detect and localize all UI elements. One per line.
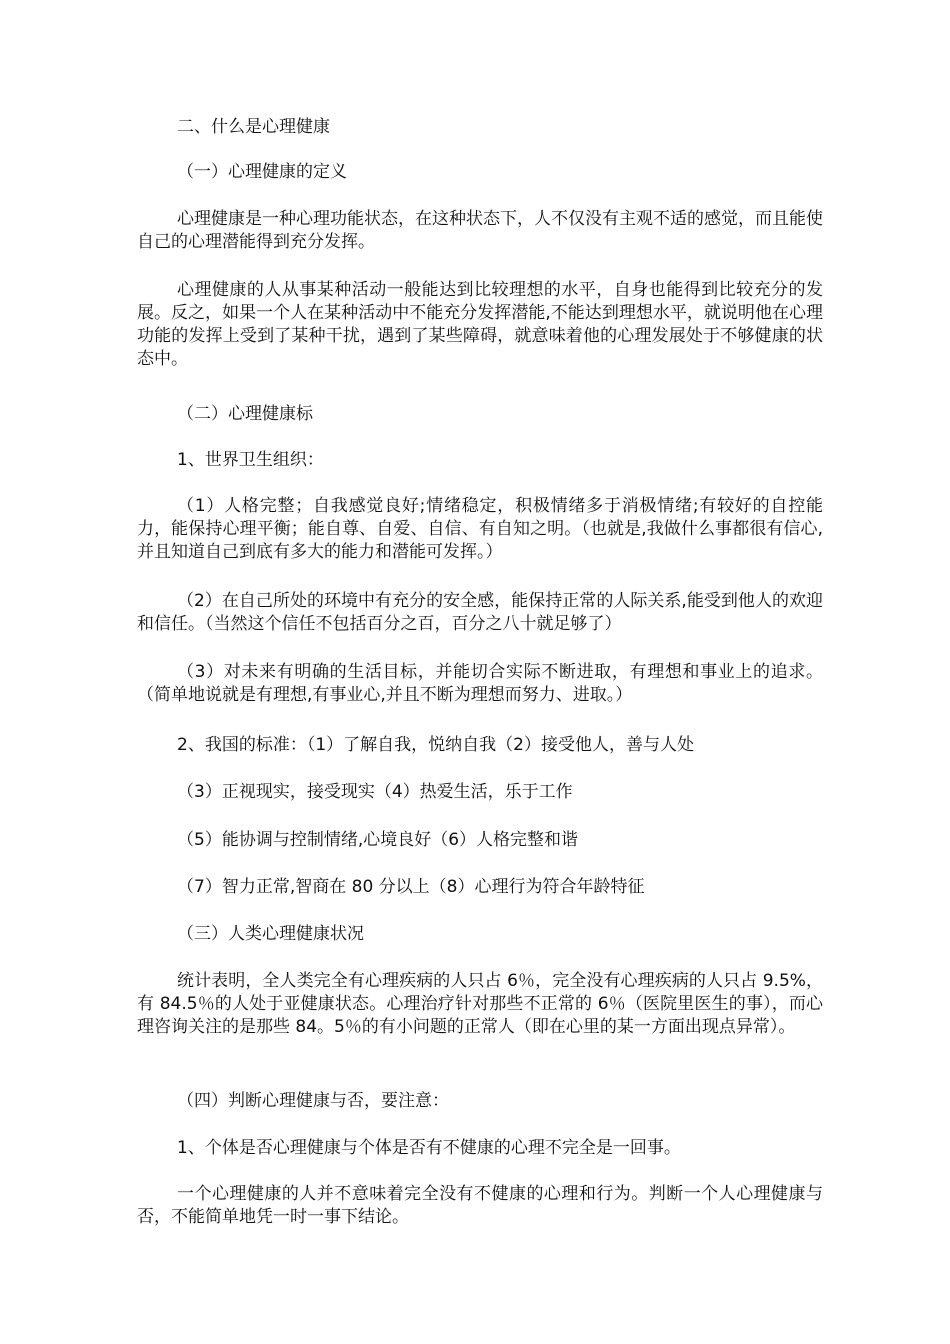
list-item: （3）正视现实，接受现实（4）热爱生活，乐于工作 xyxy=(177,782,573,802)
paragraph: 统计表明，全人类完全有心理疾病的人只占 6％，完全没有心理疾病的人只占 9.5%，有 84.5％的人处于亚健康状态。心理治疗针对那些不正常的 6％（医院里医生的事），而心理咨询关注的是那些 84。5％的有小问题的正常人（即在心里的某一方面出现点异常）。 xyxy=(137,971,823,1037)
list-item: （5）能协调与控制情绪,心境良好（6）人格完整和谐 xyxy=(177,830,579,850)
paragraph: 心理健康的人从事某种活动一般能达到比较理想的水平，自身也能得到比较充分的发展。反之，如果一个人在某种活动中不能充分发挥潜能,不能达到理想水平，就说明他在心理功能的发挥上受到了某种干扰，遇到了某些障碍，就意味着他的心理发展处于不够健康的状态中。 xyxy=(137,280,823,369)
list-item: （1）人格完整；自我感觉良好;情绪稳定，积极情绪多于消极情绪;有较好的自控能力，能保持心理平衡；能自尊、自爱、自信、有自知之明。（也就是,我做什么事都很有信心,并且知道自己到底有多大的能力和潜能可发挥。） xyxy=(137,496,823,562)
subsection-heading: （一）心理健康的定义 xyxy=(177,162,347,182)
list-item: 1、个体是否心理健康与个体是否有不健康的心理不完全是一回事。 xyxy=(177,1138,681,1158)
subsection-heading: （四）判断心理健康与否，要注意： xyxy=(177,1091,449,1111)
list-item: 2、我国的标准：（1）了解自我，悦纳自我（2）接受他人，善与人处 xyxy=(177,735,694,755)
paragraph: 心理健康是一种心理功能状态，在这种状态下，人不仅没有主观不适的感觉，而且能使自己的心理潜能得到充分发挥。 xyxy=(137,209,823,252)
section-heading: 二、什么是心理健康 xyxy=(177,117,330,137)
subsection-heading: （二）心理健康标 xyxy=(177,404,313,424)
subsection-heading: （三）人类心理健康状况 xyxy=(177,924,364,944)
paragraph: 一个心理健康的人并不意味着完全没有不健康的心理和行为。判断一个人心理健康与否，不能简单地凭一时一事下结论。 xyxy=(137,1184,823,1227)
list-item: （2）在自己所处的环境中有充分的安全感，能保持正常的人际关系,能受到他人的欢迎和信任。（当然这个信任不包括百分之百，百分之八十就足够了） xyxy=(137,591,823,634)
list-item: （3）对未来有明确的生活目标，并能切合实际不断进取，有理想和事业上的追求。（简单地说就是有理想,有事业心,并且不断为理想而努力、进取。） xyxy=(137,662,823,705)
list-item: （7）智力正常,智商在 80 分以上（8）心理行为符合年龄特征 xyxy=(177,877,645,897)
list-heading: 1、世界卫生组织： xyxy=(177,450,324,470)
